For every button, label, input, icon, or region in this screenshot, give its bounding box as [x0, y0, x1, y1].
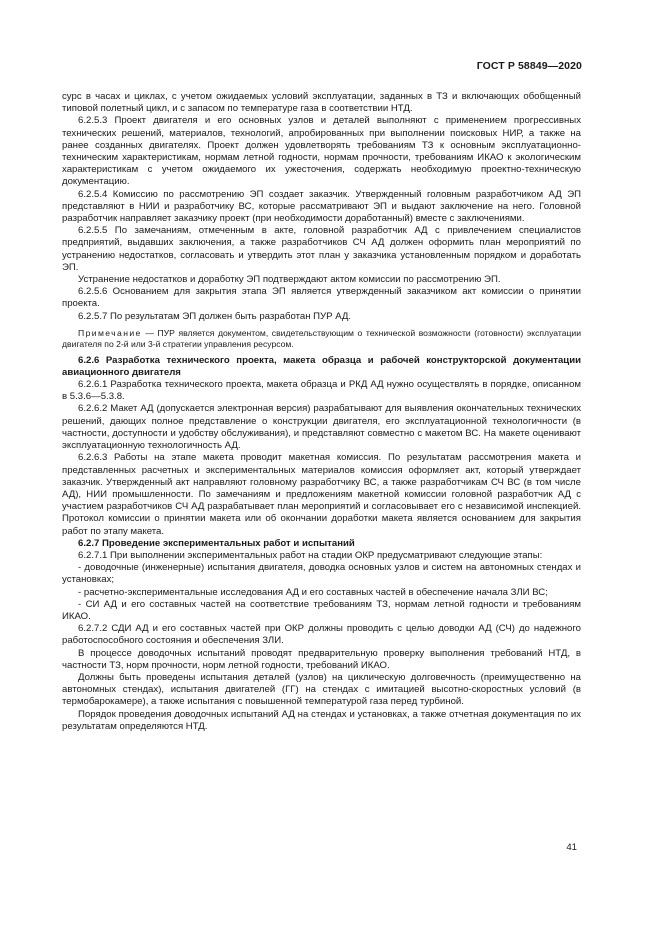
document-number: ГОСТ Р 58849—2020: [476, 60, 582, 72]
document-body: [62, 91, 581, 733]
section-heading: 6.2.6 Разработка технического проекта, макета образца и рабочей конструкторской документации авиационного двигателя: [62, 354, 581, 378]
paragraph: 6.2.7.2 СДИ АД и его составных частей при ОКР должны проводить с целью доводки АД (СЧ) до надежного работоспособного состояния и обеспечения ЗЛИ.: [62, 623, 581, 647]
list-item: - доводочные (инженерные) испытания двигателя, доводка основных узлов и систем на автономных стендах и установках;: [62, 562, 581, 586]
paragraph: сурс в часах и циклах, с учетом ожидаемых условий эксплуатации, заданных в ТЗ и включающих обобщенный типовой полетный цикл, и с запасом по температуре газа в соответствии НТД.: [62, 91, 581, 115]
note-text: — ПУР является документом, свидетельствующим о технической возможности (готовности) эксплуатации двигателя по 2-й или 3-й стратегии управления ресурсом.: [62, 327, 581, 350]
paragraph: Устранение недостатков и доработку ЭП подтверждают актом комиссии по рассмотрению ЭП.: [78, 274, 501, 286]
paragraph: 6.2.6.1 Разработка технического проекта, макета образца и РКД АД нужно осуществлять в порядке, описанном в 5.3.6—5.3.8.: [62, 379, 581, 403]
list-item: - СИ АД и его составных частей на соответствие требованиям ТЗ, нормам летной годности и требованиям ИКАО.: [62, 598, 581, 622]
paragraph: 6.2.6.2 Макет АД (допускается электронная версия) разрабатывают для выявления окончательных технических решений, дающих полное представление о конструкции двигателя, его эксплуатационной технологичности (в частности, доступности и удобству обслуживания), и представляют совместно с макетом ВС. На макете оценивают эксплуатационную технологичность АД.: [62, 403, 581, 452]
paragraph: Должны быть проведены испытания деталей (узлов) на циклическую долговечность (преимущественно на автономных стендах), испытания двигателей (ГГ) на стендах с имитацией высотно-скоростных условий (в термобарокамере), а также испытания с повышенной температурой газа перед турбиной.: [62, 671, 581, 708]
list-item: - расчетно-экспериментальные исследования АД и его составных частей в обеспечение начала ЗЛИ ВС;: [78, 586, 548, 598]
paragraph: 6.2.5.3 Проект двигателя и его основных узлов и деталей выполняют с применением прогрессивных технических решений, материалов, технологий, апробированных при выполнении поисковых НИР, а также на ранее созданных двигателях. Проект должен удовлетворять требованиям ТЗ к основным эксплуатационно-техническим характеристикам, нормам летной годности, нормам прочности, требованиям ИКАО к экологическим характеристикам с учетом ожидаемого их ужесточения, содержать необходимую проектно-техническую документацию.: [62, 115, 581, 188]
note: [62, 328, 581, 351]
paragraph: 6.2.7.1 При выполнении экспериментальных работ на стадии ОКР предусматривают следующие этапы:: [78, 549, 543, 561]
paragraph: 6.2.6.3 Работы на этапе макета проводит макетная комиссия. По результатам рассмотрения макета и представленных расчетных и экспериментальных материалов комиссия оформляет акт, который утверждает заказчик. Утвержденный акт направляют головному разработчику ВС, а также разработчикам СЧ ВС (в том числе АД), НИИ промышленности. По замечаниям и предложениям макетной комиссии головной разработчик АД с участием разработчиков СЧ АД разрабатывает план мероприятий и согласовывает его с независимой инспекцией. Протокол комиссии о принятии макета или об окончании доработки макета является основанием для закрытия работ по этапу макета.: [62, 452, 581, 537]
paragraph: 6.2.5.6 Основанием для закрытия этапа ЭП является утвержденный заказчиком акт комиссии о принятии проекта.: [62, 286, 581, 310]
page-number: 41: [566, 842, 577, 853]
paragraph: 6.2.5.4 Комиссию по рассмотрению ЭП создает заказчик. Утвержденный головным разработчиком АД ЭП представляют в НИИ и разработчику ВС, которые рассматривают ЭП и выдают заключение на него. Головной разработчик направляет заказчику проект (при необходимости доработанный) вместе с заключениями.: [62, 188, 581, 225]
paragraph: Порядок проведения доводочных испытаний АД на стендах и установках, а также отчетная документация по их результатам определяются НТД.: [62, 708, 581, 732]
section-heading: 6.2.7 Проведение экспериментальных работ и испытаний: [78, 537, 355, 549]
paragraph: 6.2.5.7 По результатам ЭП должен быть разработан ПУР АД.: [78, 310, 352, 322]
paragraph: В процессе доводочных испытаний проводят предварительную проверку выполнения требований НТД, в частности ТЗ, норм прочности, норм летной годности, требований ИКАО.: [62, 647, 581, 671]
note-label: Примечание: [78, 327, 142, 338]
paragraph: 6.2.5.5 По замечаниям, отмеченным в акте, головной разработчик АД с привлечением специалистов предприятий, выдавших заключения, а также разработчиков СЧ АД должен оформить план мероприятий по устранению недостатков, согласовать и утвердить этот план у заказчика установленным порядком и доработать ЭП.: [62, 225, 581, 273]
